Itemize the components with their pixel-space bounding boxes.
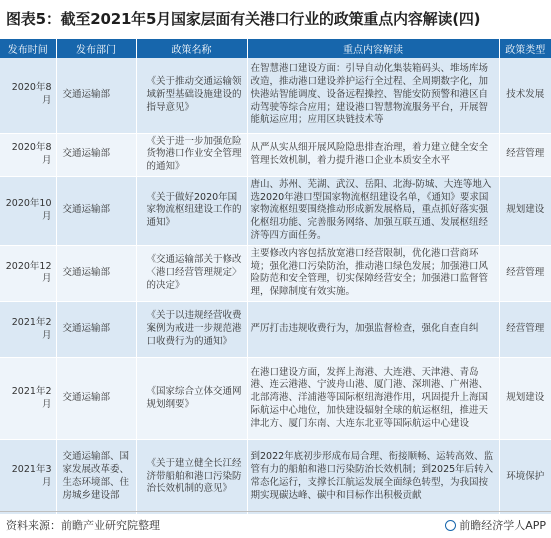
cell-time: 2021年2月 — [0, 358, 56, 440]
policy-table — [0, 39, 551, 515]
cell-name: 《交通运输部关于修改〈港口经营管理规定〉的决定》 — [136, 245, 247, 301]
cell-name: 《关于做好2020年国家物流枢纽建设工作的通知》 — [136, 176, 247, 245]
cell-type: 经营管理 — [499, 133, 551, 176]
table-row — [0, 58, 551, 133]
source-note: 资料来源：前瞻产业研究院整理 — [6, 519, 160, 532]
column-header-time: 发布时间 — [0, 39, 56, 58]
cell-time: 2020年8月 — [0, 58, 56, 133]
cell-name: 《国家综合立体交通网规划纲要》 — [136, 358, 247, 440]
table-row — [0, 245, 551, 301]
page-title: 图表5：截至2021年5月国家层面有关港口行业的政策重点内容解读(四) — [6, 10, 481, 28]
cell-content: 从严从实从细开展风险隐患排查治理，着力建立健全安全管理长效机制，着力提升港口企业本质安全水平 — [247, 133, 499, 176]
cell-type: 经营管理 — [499, 302, 551, 358]
table-row — [0, 176, 551, 245]
cell-dept: 交通运输部 — [56, 302, 136, 358]
cell-type: 环境保护 — [499, 440, 551, 515]
cell-time: 2021年3月 — [0, 440, 56, 515]
cell-type: 经营管理 — [499, 245, 551, 301]
cell-content: 在港口建设方面，发挥上海港、大连港、天津港、青岛港、连云港港、宁波舟山港、厦门港、深圳港、广州港、北部湾港、洋浦港等国际枢纽海港作用，巩固提升上海国际航运中心地位，加快建设辐射全球的航运枢纽，推进天津北方、厦门东南、大连东北亚等国际航运中心建设 — [247, 358, 499, 440]
cell-type: 规划建设 — [499, 358, 551, 440]
cell-name: 《关于以违规经营收费案例为戒进一步规范港口收费行为的通知》 — [136, 302, 247, 358]
footer — [0, 511, 551, 538]
brand-credit — [445, 517, 546, 533]
cell-dept: 交通运输部、国家发展改革委、生态环境部、住房城乡建设部 — [56, 440, 136, 515]
table-row — [0, 358, 551, 440]
table-row — [0, 440, 551, 515]
cell-type: 规划建设 — [499, 176, 551, 245]
cell-dept: 交通运输部 — [56, 176, 136, 245]
cell-dept: 交通运输部 — [56, 358, 136, 440]
cell-content: 主要修改内容包括放宽港口经营限制，优化港口营商环境；强化港口污染防治，推动港口绿色发展；加强港口风险防范和安全管理，切实保障经营安全；加强港口监督管理，保障制度有效实施。 — [247, 245, 499, 301]
cell-time: 2020年8月 — [0, 133, 56, 176]
cell-content: 唐山、苏州、芜湖、武汉、岳阳、北海-防城、大连等地入选2020年港口型国家物流枢纽建设名单，《通知》要求国家物流枢纽要围绕推动形成新发展格局，重点抓好落实强化枢纽功能、完善服务网络、加强互联互通、发展枢纽经济等四方面任务。 — [247, 176, 499, 245]
cell-dept: 交通运输部 — [56, 58, 136, 133]
cell-name: 《关于建立健全长江经济带船舶和港口污染防治长效机制的意见》 — [136, 440, 247, 515]
brand-label: 前瞻经济学人APP — [459, 519, 546, 532]
cell-time: 2020年12月 — [0, 245, 56, 301]
cell-type: 技术发展 — [499, 58, 551, 133]
table-row — [0, 133, 551, 176]
cell-content: 严厉打击违规收费行为，加强监督检查，强化自查自纠 — [247, 302, 499, 358]
cell-content: 在智慧港口建设方面：引导自动化集装箱码头、堆场库场改造，推动港口建设养护运行全过程、全周期数字化，加快港站智能调度、设备远程操控、智能安防预警和港区自动驾驶等综合应用；建设港口智慧物流服务平台，开展智能航运应用；应用区块链技术等 — [247, 58, 499, 133]
cell-time: 2021年2月 — [0, 302, 56, 358]
brand-logo-icon — [445, 520, 456, 531]
table-row — [0, 302, 551, 358]
cell-dept: 交通运输部 — [56, 245, 136, 301]
table-header-row — [0, 39, 551, 58]
cell-dept: 交通运输部 — [56, 133, 136, 176]
cell-time: 2020年10月 — [0, 176, 56, 245]
cell-name: 《关于推动交通运输领域新型基础设施建设的指导意见》 — [136, 58, 247, 133]
cell-name: 《关于进一步加强危险货物港口作业安全管理的通知》 — [136, 133, 247, 176]
column-header-type: 政策类型 — [499, 39, 551, 58]
column-header-name: 政策名称 — [136, 39, 247, 58]
column-header-dept: 发布部门 — [56, 39, 136, 58]
cell-content: 到2022年底初步形成布局合理、衔接顺畅、运转高效、监管有力的船舶和港口污染防治长效机制；到2025年后转入常态化运行，支撑长江航运发展全面绿色转型，为我国按期实现碳达峰、碳中和目标作出积极贡献 — [247, 440, 499, 515]
column-header-content: 重点内容解读 — [247, 39, 499, 58]
